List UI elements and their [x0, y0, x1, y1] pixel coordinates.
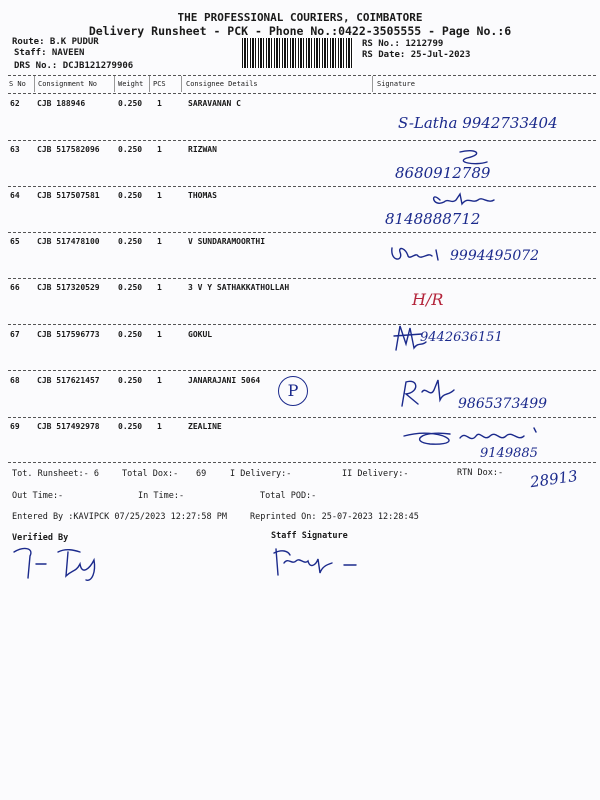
in-time: In Time:-: [138, 491, 185, 501]
col-divider: [149, 76, 150, 92]
ii-delivery: II Delivery:-: [342, 469, 409, 479]
col-consignment: Consignment No: [38, 80, 98, 88]
table-bottom-rule: [8, 462, 596, 463]
handwritten-note: 28913: [528, 466, 579, 492]
route-label: Route: B.K PUDUR: [12, 37, 99, 47]
drs-number: DRS No.: DCJB121279906: [14, 61, 134, 71]
row-signature: 9442636151: [420, 330, 503, 345]
row-pcs: 1: [157, 422, 162, 431]
handwritten-signature: [396, 378, 458, 408]
row-signature: 8148888712: [385, 210, 481, 228]
row-sno: 62: [10, 99, 20, 108]
row-divider: [8, 186, 596, 187]
row-consignment: CJB 517320529: [37, 283, 100, 292]
row-weight: 0.250: [118, 330, 143, 339]
row-consignment: CJB 517582096: [37, 145, 100, 154]
row-consignee: ZEALINE: [188, 422, 222, 431]
company-title: THE PROFESSIONAL COURIERS, COIMBATORE: [177, 11, 423, 24]
row-consignee: THOMAS: [188, 191, 217, 200]
row-divider: [8, 370, 596, 371]
row-weight: 0.250: [118, 237, 143, 246]
row-sno: 66: [10, 283, 20, 292]
row-pcs: 1: [157, 99, 162, 108]
row-consignment: CJB 517478100: [37, 237, 100, 246]
handwritten-signature: [388, 244, 446, 266]
row-signature: H/R: [412, 290, 444, 309]
row-consignee: GOKUL: [188, 330, 213, 339]
row-sno: 64: [10, 191, 20, 200]
row-weight: 0.250: [118, 191, 143, 200]
row-consignment: CJB 517621457: [37, 376, 100, 385]
row-divider: [8, 417, 596, 418]
staff-signature: [270, 543, 365, 579]
row-divider: [8, 232, 596, 233]
row-divider: [8, 140, 596, 141]
row-sno: 67: [10, 330, 20, 339]
runsheet-subtitle: Delivery Runsheet - PCK - Phone No.:0422-3505555 - Page No.:6: [88, 24, 512, 38]
row-consignment: CJB 517507581: [37, 191, 100, 200]
total-runsheet: Tot. Runsheet:- 6: [12, 469, 99, 479]
col-signature: Signature: [377, 80, 415, 88]
col-sno: S No: [9, 80, 26, 88]
row-consignment: CJB 188946: [37, 99, 86, 108]
row-consignee: RIZWAN: [188, 145, 217, 154]
row-sno: 65: [10, 237, 20, 246]
rs-number: RS No.: 1212799: [362, 39, 444, 49]
row-pcs: 1: [157, 237, 162, 246]
col-weight: Weight: [118, 80, 144, 88]
row-pcs: 1: [157, 145, 162, 154]
row-consignee: JANARAJANI 5064: [188, 376, 261, 385]
row-pcs: 1: [157, 283, 162, 292]
row-divider: [8, 278, 596, 279]
col-divider: [181, 76, 182, 92]
handwritten-signature: [430, 190, 500, 210]
row-signature: 9149885: [480, 446, 538, 461]
row-pcs: 1: [157, 191, 162, 200]
col-consignee: Consignee Details: [186, 80, 258, 88]
row-consignee: SARAVANAN C: [188, 99, 241, 108]
total-pod: Total POD:-: [260, 491, 317, 501]
row-weight: 0.250: [118, 283, 143, 292]
row-weight: 0.250: [118, 145, 143, 154]
row-weight: 0.250: [118, 99, 143, 108]
rtn-dox: RTN Dox:-: [457, 468, 504, 478]
row-signature: S-Latha 9942733404: [398, 114, 558, 132]
row-consignment: CJB 517492978: [37, 422, 100, 431]
row-sno: 69: [10, 422, 20, 431]
out-time: Out Time:-: [12, 491, 64, 501]
total-dox-value: 69: [196, 469, 207, 479]
col-pcs: PCS: [153, 80, 166, 88]
header-top-rule: [8, 75, 596, 76]
verified-by: Verified By: [12, 533, 69, 543]
row-divider: [8, 324, 596, 325]
i-delivery: I Delivery:-: [230, 469, 292, 479]
col-divider: [114, 76, 115, 92]
total-dox-label: Total Dox:-: [122, 469, 179, 479]
col-divider: [34, 76, 35, 92]
row-sno: 63: [10, 145, 20, 154]
row-signature: 9865373499: [458, 396, 548, 412]
stamp-circle: P: [278, 376, 308, 406]
verifier-signature: [10, 542, 105, 584]
header-bottom-rule: [8, 93, 596, 94]
row-pcs: 1: [157, 330, 162, 339]
row-consignment: CJB 517596773: [37, 330, 100, 339]
entered-by: Entered By :KAVIPCK 07/25/2023 12:27:58 PM: [12, 512, 227, 522]
barcode: [242, 38, 354, 68]
row-signature: 8680912789: [395, 164, 491, 182]
row-weight: 0.250: [118, 422, 143, 431]
staff-label: Staff: NAVEEN: [14, 48, 85, 58]
staff-signature-label: Staff Signature: [271, 531, 348, 541]
col-divider: [372, 76, 373, 92]
row-consignee: 3 V Y SATHAKKATHOLLAH: [188, 283, 290, 292]
row-consignee: V SUNDARAMOORTHI: [188, 237, 266, 246]
reprinted-on: Reprinted On: 25-07-2023 12:28:45: [250, 512, 419, 522]
rs-date: RS Date: 25-Jul-2023: [362, 50, 471, 60]
row-sno: 68: [10, 376, 20, 385]
row-signature: 9994495072: [450, 248, 540, 264]
row-pcs: 1: [157, 376, 162, 385]
row-weight: 0.250: [118, 376, 143, 385]
